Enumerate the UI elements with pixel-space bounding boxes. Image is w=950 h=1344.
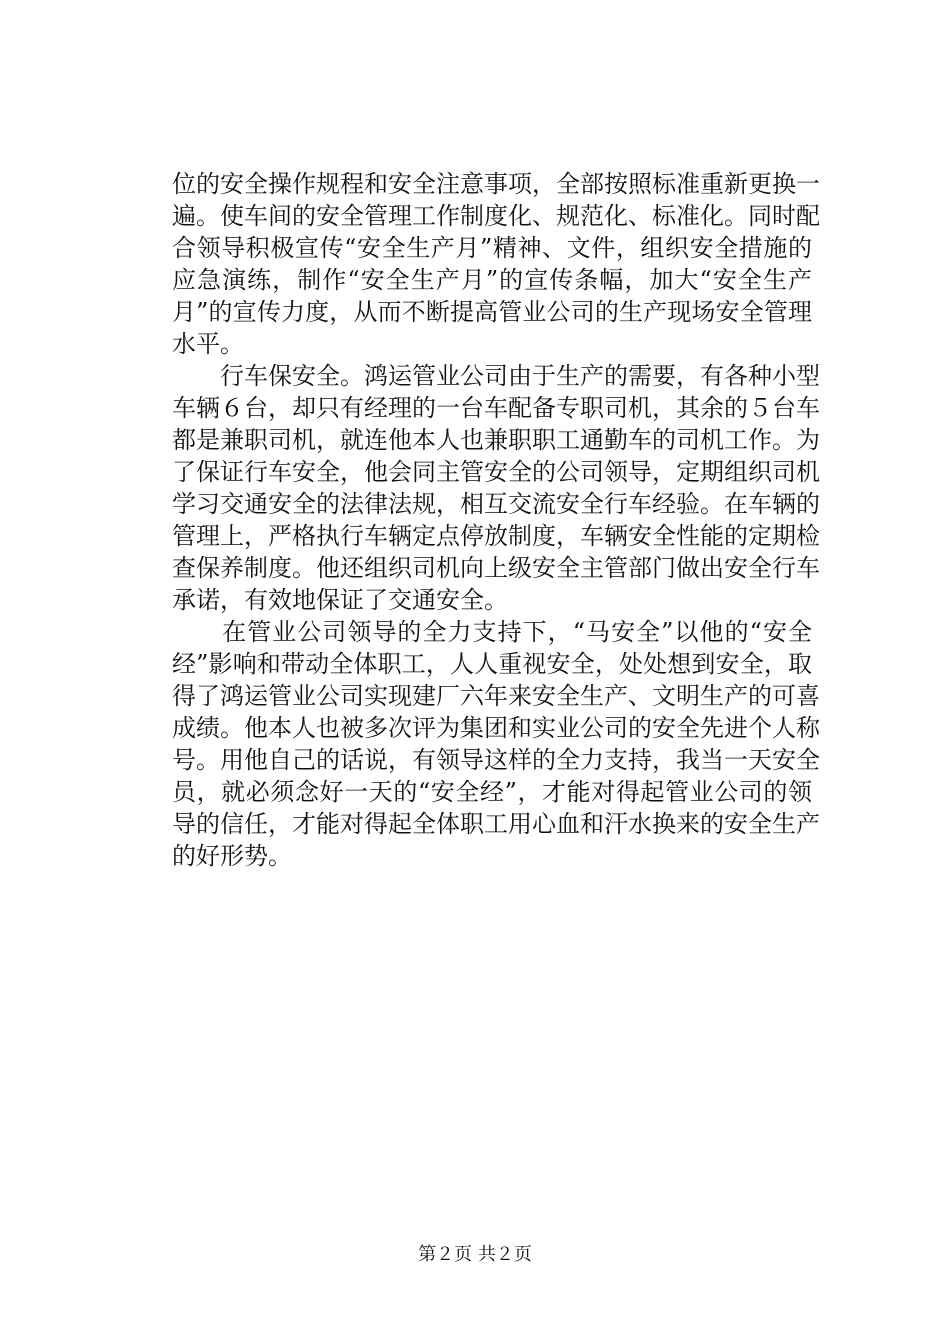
text-line: 在管业公司领导的全力支持下，“马安全”以他的“安全 bbox=[172, 618, 812, 646]
document-body bbox=[172, 168, 820, 872]
text-line: 号。用他自己的话说，有领导这样的全力支持，我当一天安全 bbox=[172, 746, 820, 774]
text-line: 导的信任，才能对得起全体职工用心血和汗水换来的安全生产 bbox=[172, 810, 820, 838]
text-line: 了保证行车安全，他会同主管安全的公司领导，定期组织司机 bbox=[172, 458, 820, 486]
text-line: 的好形势。 bbox=[172, 842, 292, 870]
text-line: 应急演练，制作“安全生产月”的宣传条幅，加大“安全生产 bbox=[172, 266, 812, 294]
text-line: 水平。 bbox=[172, 330, 244, 358]
text-line: 查保养制度。他还组织司机向上级安全主管部门做出安全行车 bbox=[172, 554, 820, 582]
text-line: 经”影响和带动全体职工，人人重视安全，处处想到安全，取 bbox=[172, 650, 812, 678]
text-line: 成绩。他本人也被多次评为集团和实业公司的安全先进个人称 bbox=[172, 714, 820, 742]
page-number-label: 第２页 共２页 bbox=[418, 1244, 532, 1265]
text-line: 遍。使车间的安全管理工作制度化、规范化、标准化。同时配 bbox=[172, 202, 820, 230]
text-line: 得了鸿运管业公司实现建厂六年来安全生产、文明生产的可喜 bbox=[172, 682, 820, 710]
page-footer bbox=[0, 1243, 950, 1267]
text-line: 月”的宣传力度，从而不断提高管业公司的生产现场安全管理 bbox=[172, 298, 812, 326]
text-line: 学习交通安全的法律法规，相互交流安全行车经验。在车辆的 bbox=[172, 490, 820, 518]
text-line: 承诺，有效地保证了交通安全。 bbox=[172, 586, 508, 614]
text-line: 管理上，严格执行车辆定点停放制度，车辆安全性能的定期检 bbox=[172, 522, 820, 550]
text-line: 都是兼职司机，就连他本人也兼职职工通勤车的司机工作。为 bbox=[172, 426, 820, 454]
text-line: 行车保安全。鸿运管业公司由于生产的需要，有各种小型 bbox=[172, 362, 820, 390]
text-line: 位的安全操作规程和安全注意事项，全部按照标准重新更换一 bbox=[172, 170, 820, 198]
text-line: 员，就必须念好一天的“安全经”，才能对得起管业公司的领 bbox=[172, 778, 812, 806]
text-line: 车辆６台，却只有经理的一台车配备专职司机，其余的５台车 bbox=[172, 394, 820, 422]
text-line: 合领导积极宣传“安全生产月”精神、文件，组织安全措施的 bbox=[172, 234, 812, 262]
